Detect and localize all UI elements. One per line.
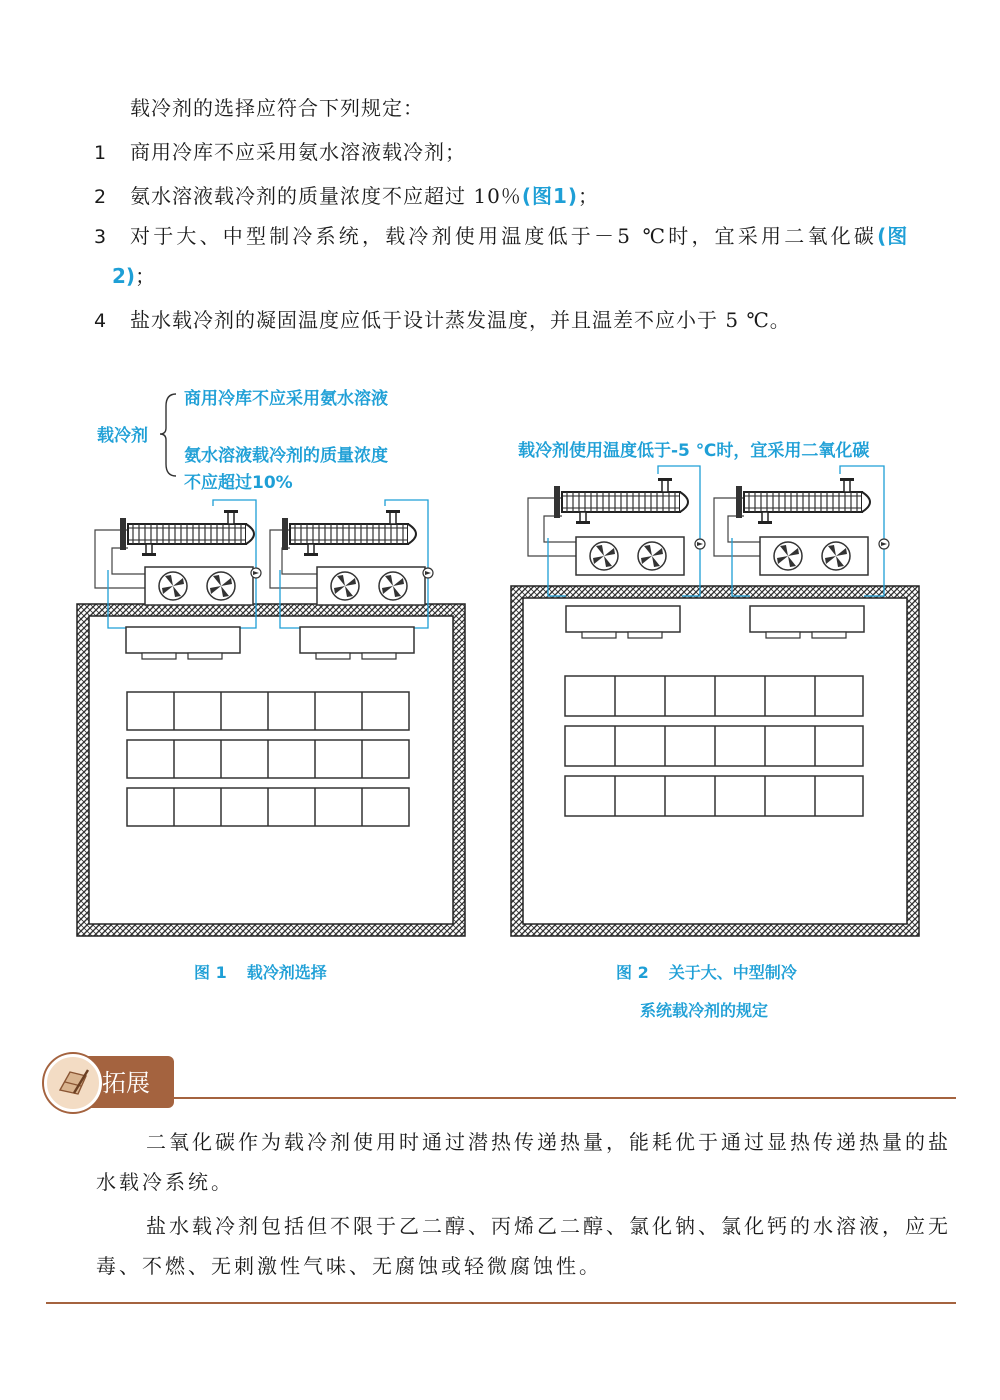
figure-reference[interactable]: (图1) <box>521 184 579 208</box>
figure-2-note: 载冷剂使用温度低于-5 ℃时，宜采用二氧化碳 <box>518 441 870 461</box>
note-2-line-1: 氨水溶液载冷剂的质量浓度 <box>184 446 388 466</box>
note-2-line-2: 不应超过10% <box>184 473 293 493</box>
bottom-divider <box>46 1302 956 1304</box>
list-item <box>94 180 599 209</box>
figure-reference-continued[interactable] <box>112 260 155 289</box>
intro-text: 载冷剂的选择应符合下列规定： <box>130 96 424 120</box>
figure-reference[interactable]: (图 <box>877 224 909 248</box>
item-text: 盐水载冷剂的凝固温度应低于设计蒸发温度，并且温差不应小于 5 ℃。 <box>130 308 791 332</box>
item-number: 1 <box>94 142 108 164</box>
figure-reference-tail[interactable]: 2) <box>112 264 136 288</box>
bracket-label: 载冷剂 <box>97 426 148 446</box>
extension-title: 拓展 <box>102 1069 150 1097</box>
list-item <box>94 136 466 165</box>
figures-illustration <box>0 370 1000 950</box>
divider <box>174 1097 956 1099</box>
caption-number: 图 2 <box>616 963 649 982</box>
list-item <box>94 304 791 333</box>
item-tail: ； <box>578 184 600 208</box>
item-text: 对于大、中型制冷系统，载冷剂使用温度低于－5 ℃时，宜采用二氧化碳 <box>130 224 878 248</box>
item-number: 4 <box>94 310 108 332</box>
item-text: 氨水溶液载冷剂的质量浓度不应超过 10％ <box>130 184 522 208</box>
extension-paragraph-2: 盐水载冷剂包括但不限于乙二醇、丙烯乙二醇、氯化钠、氯化钙的水溶液，应无毒、不燃、无刺激性气味、无腐蚀或轻微腐蚀性。 <box>96 1214 951 1278</box>
figure-1-caption <box>194 960 327 983</box>
list-item <box>94 220 908 249</box>
item-text: 商用冷库不应采用氨水溶液载冷剂； <box>130 140 466 164</box>
item-number: 3 <box>94 226 108 248</box>
item-tail: ； <box>135 264 156 288</box>
item-number: 2 <box>94 186 108 208</box>
caption-number: 图 1 <box>194 963 227 982</box>
caption-text: 载冷剂选择 <box>246 963 327 982</box>
figure-2-caption <box>616 960 797 983</box>
note-pencil-icon <box>44 1054 102 1112</box>
figure-2-diagram <box>511 440 919 936</box>
figure-1-diagram <box>77 388 465 936</box>
note-1: 商用冷库不应采用氨水溶液 <box>184 389 388 409</box>
figure-2-caption-line-2: 系统载冷剂的规定 <box>640 1001 769 1020</box>
caption-text: 关于大、中型制冷 <box>668 963 797 982</box>
extension-paragraph-1: 二氧化碳作为载冷剂使用时通过潜热传递热量，能耗优于通过显热传递热量的盐水载冷系统。 <box>96 1130 951 1194</box>
